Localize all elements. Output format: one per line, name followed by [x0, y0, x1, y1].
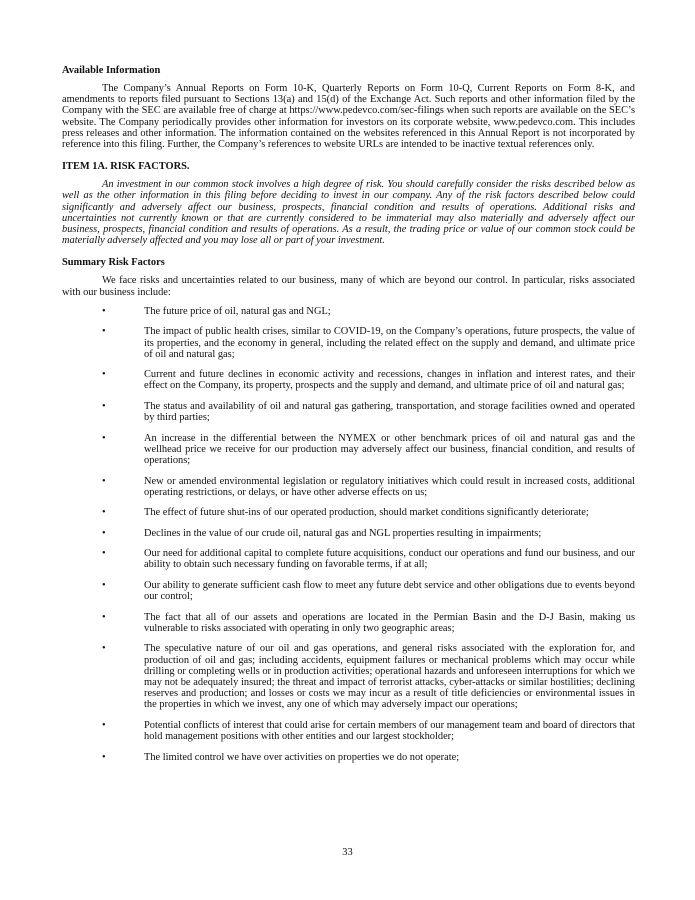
- available-information-heading: Available Information: [62, 65, 161, 76]
- list-item: • New or amended environmental legislation or regulatory initiatives which could result in increased costs, additional operating restrictions, or delays, or have other adverse effects on us;: [102, 475, 635, 498]
- bullet-icon: •: [102, 579, 106, 591]
- bullet-icon: •: [102, 369, 106, 381]
- summary-intro: We face risks and uncertainties related to our business, many of which are beyond our control. In particular, risks associated with our business include:: [62, 275, 635, 298]
- list-item: • Current and future declines in economic activity and recessions, changes in inflation and interest rates, and their effect on the Company, its property, prospects and the supply and demand, and ultimate price of oil and natural gas;: [102, 369, 635, 392]
- list-item: • The future price of oil, natural gas and NGL;: [102, 305, 331, 317]
- bullet-icon: •: [102, 643, 106, 655]
- list-item: • The status and availability of oil and natural gas gathering, transportation, and storage facilities owned and operated by third parties;: [102, 400, 635, 424]
- list-item: • Our ability to generate sufficient cash flow to meet any future debt service and other obligations due to events beyond our control;: [102, 579, 635, 603]
- bullet-icon: •: [102, 432, 106, 444]
- bullet-icon: •: [102, 400, 106, 412]
- list-item: • The speculative nature of our oil and gas operations, and general risks associated with the exploration for, and production of oil and gas; including accidents, equipment failures or mechanical problems which may occur while drilling or completing wells or in production activities; operational hazards and unforeseen interruptions for which we may not be adequately insured; the threat and impact of terrorist attacks, cyber-attacks or similar hostilities; declining reserves and production; and losses or costs we may incur as a result of title deficiencies or environmental issues in the properties in which we invest, any one of which may adversely impact our operations;: [102, 643, 635, 711]
- bullet-icon: •: [102, 305, 106, 317]
- bullet-icon: •: [102, 751, 106, 763]
- bullet-icon: •: [102, 527, 106, 539]
- list-item: • Declines in the value of our crude oil, natural gas and NGL properties resulting in impairments;: [102, 527, 542, 539]
- bullet-icon: •: [102, 326, 106, 338]
- list-item: • The limited control we have over activities on properties we do not operate;: [102, 751, 460, 763]
- list-item: • The fact that all of our assets and operations are located in the Permian Basin and the D-J Basin, making us vulnerable to risks associated with operating in only two geographic areas;: [102, 611, 635, 634]
- bullet-icon: •: [102, 719, 106, 731]
- bullet-icon: •: [102, 475, 106, 487]
- list-item: • The impact of public health crises, similar to COVID-19, on the Company’s operations, future prospects, the value of its properties, and the economy in general, including the related effect on the supply and demand, and ultimate price of oil and natural gas;: [102, 326, 635, 360]
- risk-factor-list: [62, 306, 635, 763]
- bullet-icon: •: [102, 548, 106, 560]
- list-item: • The effect of future shut-ins of our operated production, should market conditions significantly deteriorate;: [102, 507, 589, 519]
- available-information-paragraph: The Company’s Annual Reports on Form 10-K, Quarterly Reports on Form 10-Q, Current Reports on Form 8-K, and amendments to reports filed pursuant to Sections 13(a) and 15(d) of the Exchange Act. Such reports and other information filed by the Company with the SEC are available free of charge at https://www.pedevco.com/sec-filings when such reports are available on the SEC’s website. The Company periodically provides other information for investors on its corporate website, www.pedevco.com. This includes press releases and other information. The information contained on the websites referenced in this Annual Report is not incorporated by reference into this filing. Further, the Company’s references to website URLs are intended to be inactive textual references only.: [62, 83, 635, 151]
- risk-factors-intro: An investment in our common stock involves a high degree of risk. You should carefully consider the risks described below as well as the other information in this filing before deciding to invest in our company. Any of the risk factors described below could significantly and adversely affect our business, prospects, financial condition and results of operations. Additional risks and uncertainties not currently known or that are currently considered to be immaterial may also materially and adversely affect our business, prospects, financial condition and results of operations. As a result, the trading price or value of our common stock could be materially adversely affected and you may lose all or part of your investment.: [62, 179, 635, 247]
- page-number: 33: [342, 847, 353, 858]
- document-page: [62, 64, 635, 772]
- bullet-icon: •: [102, 611, 106, 623]
- list-item: • An increase in the differential between the NYMEX or other benchmark prices of oil and natural gas and the wellhead price we receive for our production may adversely affect our business, financial condition, and results of operations;: [102, 432, 635, 467]
- risk-factors-heading: ITEM 1A. RISK FACTORS.: [62, 161, 190, 173]
- bullet-icon: •: [102, 507, 106, 519]
- summary-risk-factors-heading: Summary Risk Factors: [62, 257, 165, 269]
- list-item: • Our need for additional capital to complete future acquisitions, conduct our operations and fund our business, and our ability to obtain such necessary funding on favorable terms, if at all;: [102, 548, 635, 571]
- list-item: • Potential conflicts of interest that could arise for certain members of our management team and board of directors that hold management positions with other entities and our largest stockholder;: [102, 719, 635, 743]
